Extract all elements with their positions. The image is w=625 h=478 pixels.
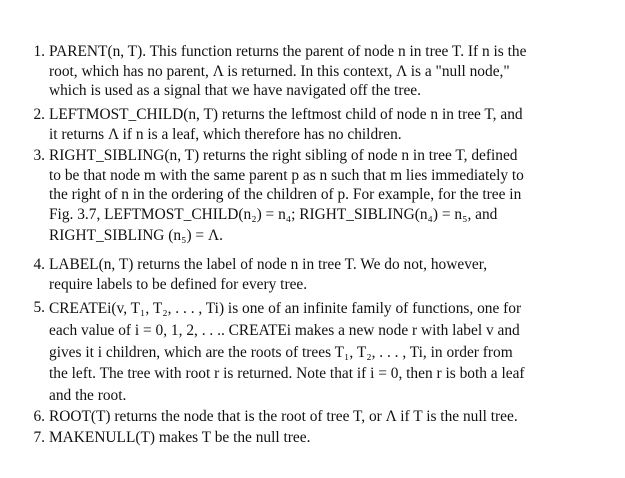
- text-line: RIGHT_SIBLING(n, T) returns the right sibling of node n in tree T, defined: [49, 147, 518, 164]
- text-line: which is used as a signal that we have navigated off the tree.: [49, 82, 421, 100]
- list-number: 3.: [33, 147, 45, 164]
- list-item-parent: [21, 42, 617, 101]
- text-line: root, which has no parent, Λ is returned. In this context, Λ is a "null node,": [49, 62, 510, 80]
- text-line: PARENT(n, T). This function returns the parent of node n in tree T. If n is the: [49, 43, 527, 60]
- list-item-makenull: [21, 428, 617, 448]
- list-number: 7.: [33, 429, 45, 446]
- list-number: 5.: [33, 299, 45, 316]
- list-item-label: [21, 255, 617, 294]
- list-item-root: [21, 407, 617, 427]
- text-line: CREATEi(v, T₁, T₂, . . . , Ti) is one of an infinite family of functions, one for: [49, 300, 522, 317]
- text-line: the right of n in the ordering of the children of p. For example, for the tree in: [49, 186, 522, 204]
- text-line: to be that node m with the same parent p as n such that m lies immediately to: [49, 166, 524, 184]
- text-line: LEFTMOST_CHILD(n, T) returns the leftmost child of node n in tree T, and: [49, 106, 523, 123]
- list-item-leftmost-child: [21, 105, 617, 144]
- list-number: 6.: [33, 408, 45, 425]
- list-number: 4.: [33, 256, 45, 273]
- text-line: gives it i children, which are the roots of trees T₁, T₂, . . . , Ti, in order from: [49, 343, 513, 361]
- text-line: LABEL(n, T) returns the label of node n in tree T. We do not, however,: [49, 256, 488, 273]
- text-line: each value of i = 0, 1, 2, . . .. CREATEi makes a new node r with label v and: [49, 321, 520, 339]
- text-line: and the root.: [49, 387, 127, 405]
- list-number: 1.: [33, 43, 45, 60]
- text-line: Fig. 3.7, LEFTMOST_CHILD(n₂) = n₄; RIGHT_SIBLING(n₄) = n₅, and: [49, 205, 498, 223]
- list-item-right-sibling: [21, 146, 617, 249]
- text-line: it returns Λ if n is a leaf, which therefore has no children.: [49, 125, 402, 143]
- text-line: MAKENULL(T) makes T be the null tree.: [49, 429, 311, 446]
- text-line: RIGHT_SIBLING (n₅) = Λ.: [49, 227, 223, 245]
- text-line: require labels to be defined for every tree.: [49, 275, 308, 293]
- text-line: ROOT(T) returns the node that is the root of tree T, or Λ if T is the null tree.: [49, 408, 518, 425]
- list-item-create: [21, 298, 617, 407]
- text-line: the left. The tree with root r is returned. Note that if i = 0, then r is both a leaf: [49, 365, 525, 383]
- list-number: 2.: [33, 106, 45, 123]
